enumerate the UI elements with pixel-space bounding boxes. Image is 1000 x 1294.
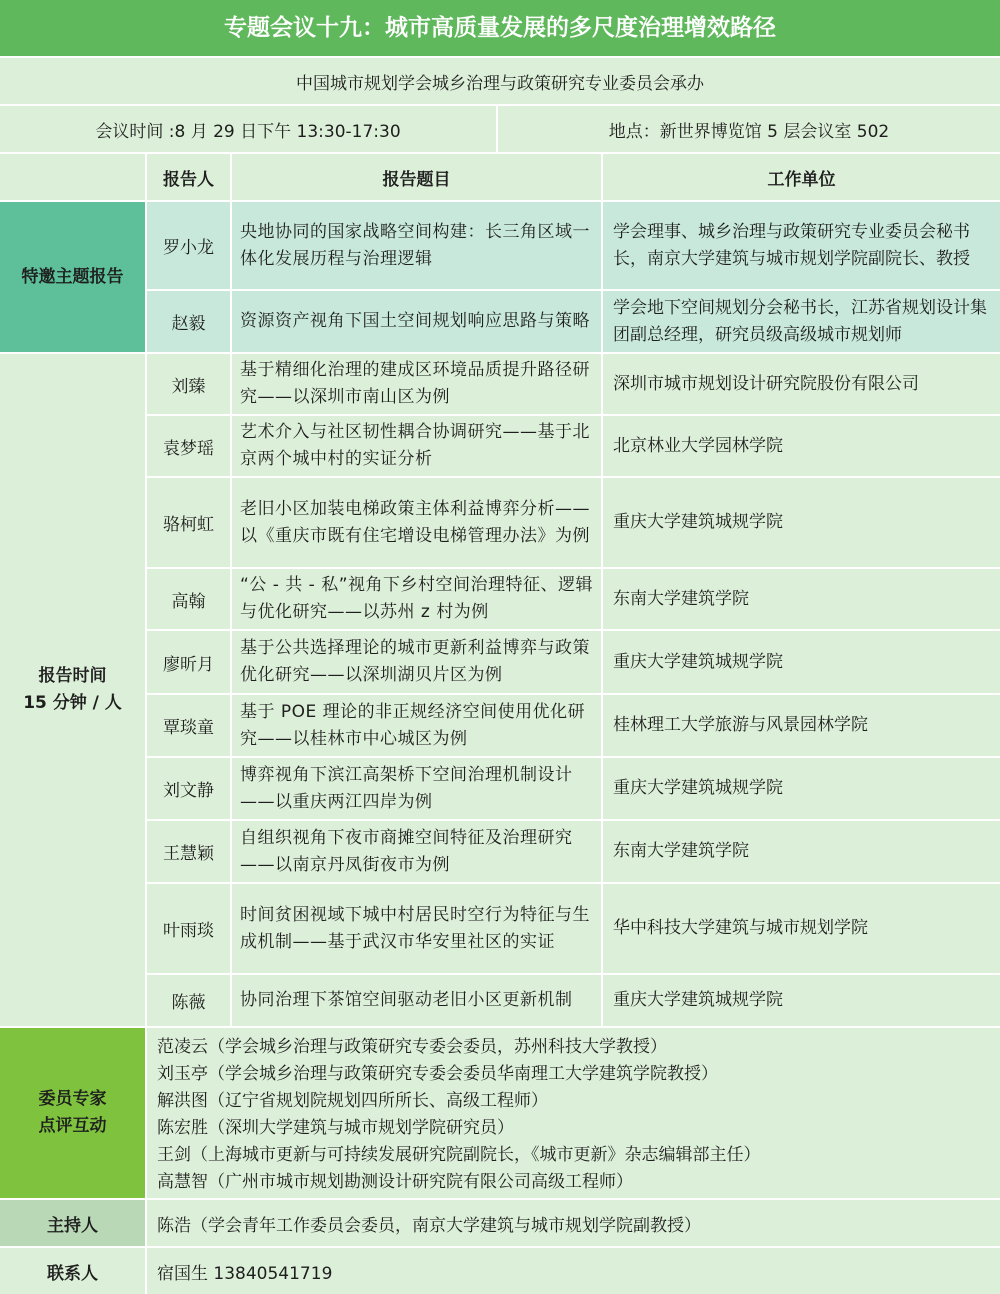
- speaker-name: 骆柯虹: [147, 478, 232, 567]
- list-item: 刘玉亭（学会城乡治理与政策研究专委会委员华南理工大学建筑学院教授）: [157, 1064, 718, 1084]
- table-row: [147, 478, 1000, 569]
- table-row: [147, 821, 1000, 884]
- speaker-name: 罗小龙: [147, 202, 232, 289]
- speaker-name: 叶雨琰: [147, 884, 232, 973]
- report-topic: 协同治理下茶馆空间驱动老旧小区更新机制: [232, 975, 603, 1026]
- header-speaker: 报告人: [147, 154, 232, 200]
- work-unit: 北京林业大学园林学院: [613, 435, 783, 456]
- report-topic: 艺术介入与社区韧性耦合协调研究——基于北京两个城中村的实证分析: [232, 416, 603, 476]
- page-title: 专题会议十九：城市高质量发展的多尺度治理增效路径: [0, 0, 1000, 58]
- reports-label: [0, 354, 147, 1026]
- table-row: [147, 695, 1000, 758]
- review-label-line1: 委员专家: [38, 1089, 107, 1109]
- speaker-name: 刘文静: [147, 758, 232, 819]
- report-topic: 基于精细化治理的建成区环境品质提升路径研究——以深圳市南山区为例: [232, 354, 603, 414]
- reports-label-line1: 报告时间: [38, 666, 107, 686]
- report-topic: 老旧小区加装电梯政策主体利益博弈分析——以《重庆市既有住宅增设电梯管理办法》为例: [232, 478, 603, 567]
- reports-label-line2: 15 分钟 / 人: [23, 693, 122, 713]
- table-row: [147, 569, 1000, 631]
- report-topic: 基于 POE 理论的非正规经济空间使用优化研究——以桂林市中心城区为例: [232, 695, 603, 756]
- work-unit: 学会地下空间规划分会秘书长，江苏省规划设计集团副总经理，研究员级高级城市规划师: [613, 297, 987, 345]
- host-label: 主持人: [0, 1200, 147, 1246]
- contact-row: [0, 1248, 1000, 1294]
- contact-label: 联系人: [0, 1248, 147, 1294]
- report-topic: 博弈视角下滨江高架桥下空间治理机制设计——以重庆两江四岸为例: [232, 758, 603, 819]
- list-item: 陈宏胜（深圳大学建筑与城市规划学院研究员）: [157, 1118, 514, 1138]
- report-topic: “公 - 共 - 私”视角下乡村空间治理特征、逻辑与优化研究——以苏州 z 村为例: [232, 569, 603, 629]
- table-row: [147, 975, 1000, 1026]
- keynote-label: 特邀主题报告: [0, 202, 147, 352]
- speaker-name: 袁梦瑶: [147, 416, 232, 476]
- table-header-row: [0, 154, 1000, 202]
- work-unit: 桂林理工大学旅游与风景园林学院: [613, 715, 868, 735]
- review-label: [0, 1028, 147, 1198]
- table-row: [147, 758, 1000, 821]
- reports-section: [0, 354, 1000, 1028]
- organizer-text: 中国城市规划学会城乡治理与政策研究专业委员会承办: [296, 73, 704, 94]
- reviewer-list: [147, 1028, 1000, 1198]
- meeting-venue: 地点：新世界博览馆 5 层会议室 502: [608, 121, 890, 142]
- work-unit: 深圳市城市规划设计研究院股份有限公司: [613, 373, 919, 394]
- contact-value: 宿国生 13840541719: [147, 1248, 1000, 1294]
- header-org: 工作单位: [767, 169, 836, 190]
- work-unit: 东南大学建筑学院: [613, 588, 749, 609]
- work-unit: 重庆大学建筑城规学院: [613, 651, 783, 672]
- speaker-name: 高翰: [147, 569, 232, 629]
- work-unit: 东南大学建筑学院: [613, 841, 749, 861]
- speaker-name: 刘臻: [147, 354, 232, 414]
- work-unit: 学会理事、城乡治理与政策研究专业委员会秘书长，南京大学建筑与城市规划学院副院长、教授: [613, 221, 970, 269]
- header-topic: 报告题目: [232, 154, 603, 200]
- organizer-row: [0, 58, 1000, 106]
- work-unit: 重庆大学建筑城规学院: [613, 778, 783, 798]
- time-venue-row: [0, 106, 1000, 154]
- work-unit: 重庆大学建筑城规学院: [613, 990, 783, 1010]
- table-row: [147, 631, 1000, 695]
- speaker-name: 赵毅: [147, 291, 232, 352]
- table-row: [147, 416, 1000, 478]
- work-unit: 华中科技大学建筑与城市规划学院: [613, 918, 868, 938]
- report-topic: 时间贫困视域下城中村居民时空行为特征与生成机制——基于武汉市华安里社区的实证: [232, 884, 603, 973]
- keynote-section: [0, 202, 1000, 354]
- report-topic: 央地协同的国家战略空间构建：长三角区域一体化发展历程与治理逻辑: [232, 202, 603, 289]
- review-section: [0, 1028, 1000, 1200]
- list-item: 王剑（上海城市更新与可持续发展研究院副院长，《城市更新》杂志编辑部主任）: [157, 1145, 761, 1165]
- table-row: [147, 884, 1000, 975]
- host-value: 陈浩（学会青年工作委员会委员，南京大学建筑与城市规划学院副教授）: [147, 1200, 1000, 1246]
- report-topic: 自组织视角下夜市商摊空间特征及治理研究——以南京丹凤街夜市为例: [232, 821, 603, 882]
- report-topic: 基于公共选择理论的城市更新利益博弈与政策优化研究——以深圳湖贝片区为例: [232, 631, 603, 693]
- table-row: [147, 291, 1000, 352]
- review-label-line2: 点评互动: [38, 1116, 107, 1136]
- speaker-name: 王慧颖: [147, 821, 232, 882]
- host-row: [0, 1200, 1000, 1248]
- table-row: [147, 202, 1000, 291]
- report-topic: 资源资产视角下国土空间规划响应思路与策略: [232, 291, 603, 352]
- list-item: 范凌云（学会城乡治理与政策研究专委会委员，苏州科技大学教授）: [157, 1037, 667, 1057]
- table-row: [147, 354, 1000, 416]
- work-unit: 重庆大学建筑城规学院: [613, 512, 783, 532]
- speaker-name: 陈薇: [147, 975, 232, 1026]
- header-blank: [0, 154, 147, 200]
- speaker-name: 覃琰童: [147, 695, 232, 756]
- list-item: 解洪图（辽宁省规划院规划四所所长、高级工程师）: [157, 1091, 548, 1111]
- list-item: 高慧智（广州市城市规划勘测设计研究院有限公司高级工程师）: [157, 1172, 633, 1192]
- meeting-time: 会议时间 :8 月 29 日下午 13:30-17:30: [0, 106, 498, 152]
- speaker-name: 廖昕月: [147, 631, 232, 693]
